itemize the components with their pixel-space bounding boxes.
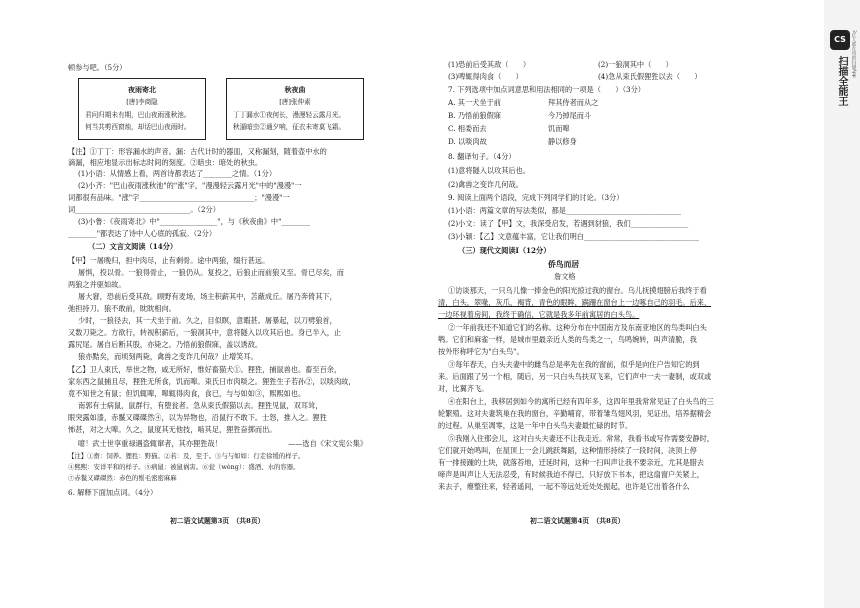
option-d-pair: 静以修身 — [548, 137, 577, 146]
text-line: 又数刀毙之。方欲行，转视积薪后，一狼洞其中，意将隧入以攻其后也。身已半入，止 — [68, 328, 342, 337]
scanner-logo-icon: CS — [830, 30, 850, 50]
text-line: 噫！武士世享重禄遇盗辄窜者，其亦狸狌哉！ — [78, 439, 222, 448]
question-line: 9. 阅读上面两个语段，完成下列同学们的讨论。（3分） — [448, 193, 624, 202]
question-line: 词都很有品味。"涨"字________________________________；"漫漫"一 — [68, 193, 290, 202]
text-line: 少时，一狼径去，其一犬坐于前。久之，目似瞑，意暇甚。屠暴起，以刀劈狼首， — [78, 316, 337, 325]
text-line: 屠惧，投以骨。一狼得骨止，一狼仍从。复投之，后狼止而前狼又至。骨已尽矣，而 — [78, 268, 344, 277]
question-line: (1)恐前后受其敌（ ） — [448, 60, 531, 69]
question-line: (1)小语：两篇文章的写法类似，都是________________________________ — [448, 206, 681, 215]
question-line: (1)意将隧入以攻其后也。 — [448, 166, 531, 175]
page-footer: 初二语文试题第3页 （共8页） — [170, 517, 265, 525]
question-line: (2)小齐："巴山夜雨涨秋池"的"涨"字，"漫漫轻云露月光"中的"漫漫"一 — [78, 181, 302, 190]
poem-title: 秋夜曲 — [284, 85, 306, 94]
section-heading: （二）文言文阅读（14分） — [88, 242, 178, 251]
option-a: A. 其一犬坐于前 — [448, 98, 501, 107]
text-line: 竟不知世之有鼠；但饥辄嗥，嗥辄得肉食，食已，与与如如③，熙熙如也。 — [68, 389, 306, 398]
scanner-tagline: 3亿人都在用的扫描App — [851, 30, 856, 78]
option-d: D. 以啖肉故 — [448, 137, 487, 146]
paragraph-line: ①访谈那天，一只乌儿像一捧金色的阳光掠过我的窗台。乌儿抚摸翅膀后我终于看 — [448, 286, 707, 295]
paragraph-line: 有一排接踵的土块，就落苔地，迁延时间，这种一扫叫声让我不要亲近，尤其是腊去 — [438, 458, 704, 467]
footnote-line: 【注】①畜：饲养。狸狌：野猫。②若：及，至于。③与与如如：行走徐缓的样子。 — [68, 452, 305, 460]
intro-line: 顿参与吧。（5分） — [68, 63, 127, 72]
text-line: 露尻尾。屠自后断其股，亦毙之。乃悟前狼假寐，盖以诱敌。 — [68, 340, 263, 349]
poem-line: 秋逼暗虫②通夕响，征衣未寄莫飞霜。 — [233, 123, 346, 131]
paragraph-line: 轮繁殖。这对夫妻筑巢在我的窗台，辛勤哺育，带着雏鸟翅风羽，见证出，培养据精会 — [438, 409, 712, 418]
option-b-pair: 今乃掉尾而斗 — [548, 111, 592, 120]
text-line: 狼亦黠矣，而顷刻两毙，禽兽之变诈几何哉？止增笑耳。 — [78, 352, 258, 361]
text-line: 【甲】一屠晚归，担中肉尽，止有剩骨。途中两狼，缀行甚远。 — [68, 256, 270, 265]
poem-author: [唐]张仲素 — [279, 98, 311, 106]
paragraph-line: 它们就开始鸣叫，在屋顶上一会儿跳跃舞蹈，这种情形持续了一段时间，决顶上停 — [438, 446, 697, 455]
option-c: C. 相委而去 — [448, 124, 487, 133]
paragraph-line: ⑤我刚入住那会儿，这对白头夫妻还不让我走近。常常，我看书或写作需要安静时， — [448, 434, 714, 443]
paragraph-line: ③每年春天，白头夫妻中的雌鸟总是率先在我的窗前，似乎是向住户告知它的到 — [448, 360, 700, 369]
question-line: 6. 解释下面加点词。（4分） — [68, 488, 158, 497]
paragraph-line: 对，比翼齐飞。 — [438, 384, 489, 393]
question-line: ________"都表达了诗中人心底的孤寂。（2分） — [68, 229, 217, 238]
question-line: 7. 下列选项中加点词意思和用法相同的一项是（ ）（3分） — [448, 85, 645, 94]
paragraph-line: 一边环视着房间，我终于确信，它就是我多年前寓居的白头鸟。 — [438, 310, 640, 319]
text-line: 怖甚，对之大嗥。久之，鼠度其无他技，啮其足，狸狌奋掷而出。 — [68, 425, 277, 434]
poem-line: 何当共剪西窗烛，却话巴山夜雨时。 — [85, 123, 191, 131]
text-line: 南郭有士病鼠，鼠群行，有堕瓮者。急从束氏假猫以去。狸狌见鼠，双耳耸， — [78, 401, 323, 410]
question-line: (2)禽兽之变诈几何哉。 — [448, 180, 523, 189]
paragraph-line: 清，白头，翠喙，灰爪，褐背，青色的眼眸，蹒跚在窗台上一边啄自己的羽毛。后来， — [438, 298, 712, 307]
scanner-watermark — [824, 0, 860, 608]
text-line: 两狼之并驱如故。 — [68, 280, 126, 289]
poem-box-2 — [226, 78, 364, 140]
poem-box-1 — [78, 78, 206, 140]
text-line: 【乙】卫人束氏，举世之物，咸无所好，惟好畜猫犬①。狸狌，捕鼠兽也。畜至百余， — [68, 365, 342, 374]
source-line: ——选自《宋文宪公集》 — [288, 439, 368, 448]
poem-title: 夜雨寄北 — [128, 85, 156, 94]
exam-page-4 — [430, 0, 810, 608]
paragraph-line: ④在阳台上，我移居到如今的寓所已经有四年多，这四年里我常常见证了白头鸟的三 — [448, 397, 714, 406]
paragraph-line: 来。后面跟了另一个相，随后，另一只白头鸟扶双飞来，它们声中一夫一妻制，或双或 — [438, 372, 712, 381]
paragraph-line: 按外形称呼它为"白头鸟"。 — [438, 347, 524, 356]
poem-line: 丁丁漏水①夜何长，漫漫轻云露月光。 — [233, 111, 346, 119]
question-line: (2)小文：读了【甲】文，我深受启发，若遇到豺狼，我们________________ — [448, 219, 689, 228]
question-line: (2)一狼洞其中（ ） — [598, 60, 673, 69]
text-line: 屠大窘，恐前后受其敌。顾野有麦场，场主积薪其中，苫蔽成丘。屠乃奔倚其下， — [78, 292, 337, 301]
scanner-brand: 扫描全能王 — [836, 56, 847, 106]
page-footer: 初二语文试题第4页 （共8页） — [530, 517, 625, 525]
question-line: (3)小鲁：《夜雨寄北》中"________________"，与《秋夜曲》中"________ — [78, 217, 311, 226]
question-line: (3)啤辄得肉食（ ） — [448, 72, 523, 81]
question-line: 8. 翻译句子。（4分） — [448, 152, 516, 161]
option-a-pair: 拜其侍者而从之 — [548, 98, 599, 107]
paragraph-line: 的过程。从巢至凋零，这是一年中白头鸟夫妻最忙碌的时节。 — [438, 421, 633, 430]
paragraph-line: 来去子，瘪整往来，轻者遥间，一起不等远处近处处振起，也许是它出着各什么 — [438, 482, 690, 491]
text-line: 家东西之鼠捕且尽，狸狌无所食，饥而嗥。束氏日市肉啖之。狸狌生子若孙②，以啖肉故， — [68, 377, 356, 386]
poem-author: [唐]李商隐 — [126, 98, 158, 106]
exam-page-3 — [0, 0, 415, 608]
text-line: 眼突露如漆，赤鬣又磔磔然④，以为异物也，沿鼠行不敢下。士怒，推入之。狸狌 — [68, 413, 327, 422]
paragraph-line: 鹎。它们和麻雀一样，是城市里最亲近人类的鸟类之一，鸟鸣婉转，叫声清脆，我 — [438, 335, 697, 344]
text-line: 弛担持刀。狼不敢前，眈眈相向。 — [68, 304, 176, 313]
poem-note: 滴漏，相应地显示出标志时间的刻度。②暗虫：暗处的秋虫。 — [68, 158, 263, 167]
option-b: B. 乃悟前狼假寐 — [448, 111, 501, 120]
article-author: 詹文格 — [554, 272, 576, 281]
poem-note: 【注】①丁丁：形容漏水的声音。漏：古代计时的器皿，又称漏刻，随着壶中水的 — [68, 147, 327, 156]
question-line: (1)小语：从情感上看，两首诗都表达了________之情。（1分） — [78, 169, 277, 178]
footnote-line: ⑦赤鬣又磔磔然：赤色的鬃毛密密麻麻 — [68, 474, 177, 482]
section-heading: （三）现代文阅读Ⅰ（12分） — [458, 246, 551, 255]
article-title: 侨鸟而居 — [548, 260, 580, 269]
question-line: (4)急从束氏假狸狌以去（ ） — [598, 72, 702, 81]
option-c-pair: 饥而嗥 — [548, 124, 570, 133]
poem-line: 君问归期未有期，巴山夜雨涨秋池。 — [85, 111, 191, 119]
question-line: 词________________________________。（2分） — [68, 205, 220, 214]
paragraph-line: 啼声是叫声让人无法忍受，有时候我迫不得已，只好放下书本，把这扇窗户关紧上， — [438, 470, 704, 479]
paragraph-line: ②一年前我还不知道它们的名称。这种分布在中国南方及东南亚地区的鸟类叫白头 — [448, 323, 707, 332]
footnote-line: ④熙熙：安详平和的样子。⑤病鼠：被鼠祸害。⑥瓮（wèng）：盛酒、水的容器。 — [68, 463, 300, 471]
question-line: (3)小颖：【乙】文意蕴丰富，它让我们明白________________________________ — [448, 232, 699, 241]
